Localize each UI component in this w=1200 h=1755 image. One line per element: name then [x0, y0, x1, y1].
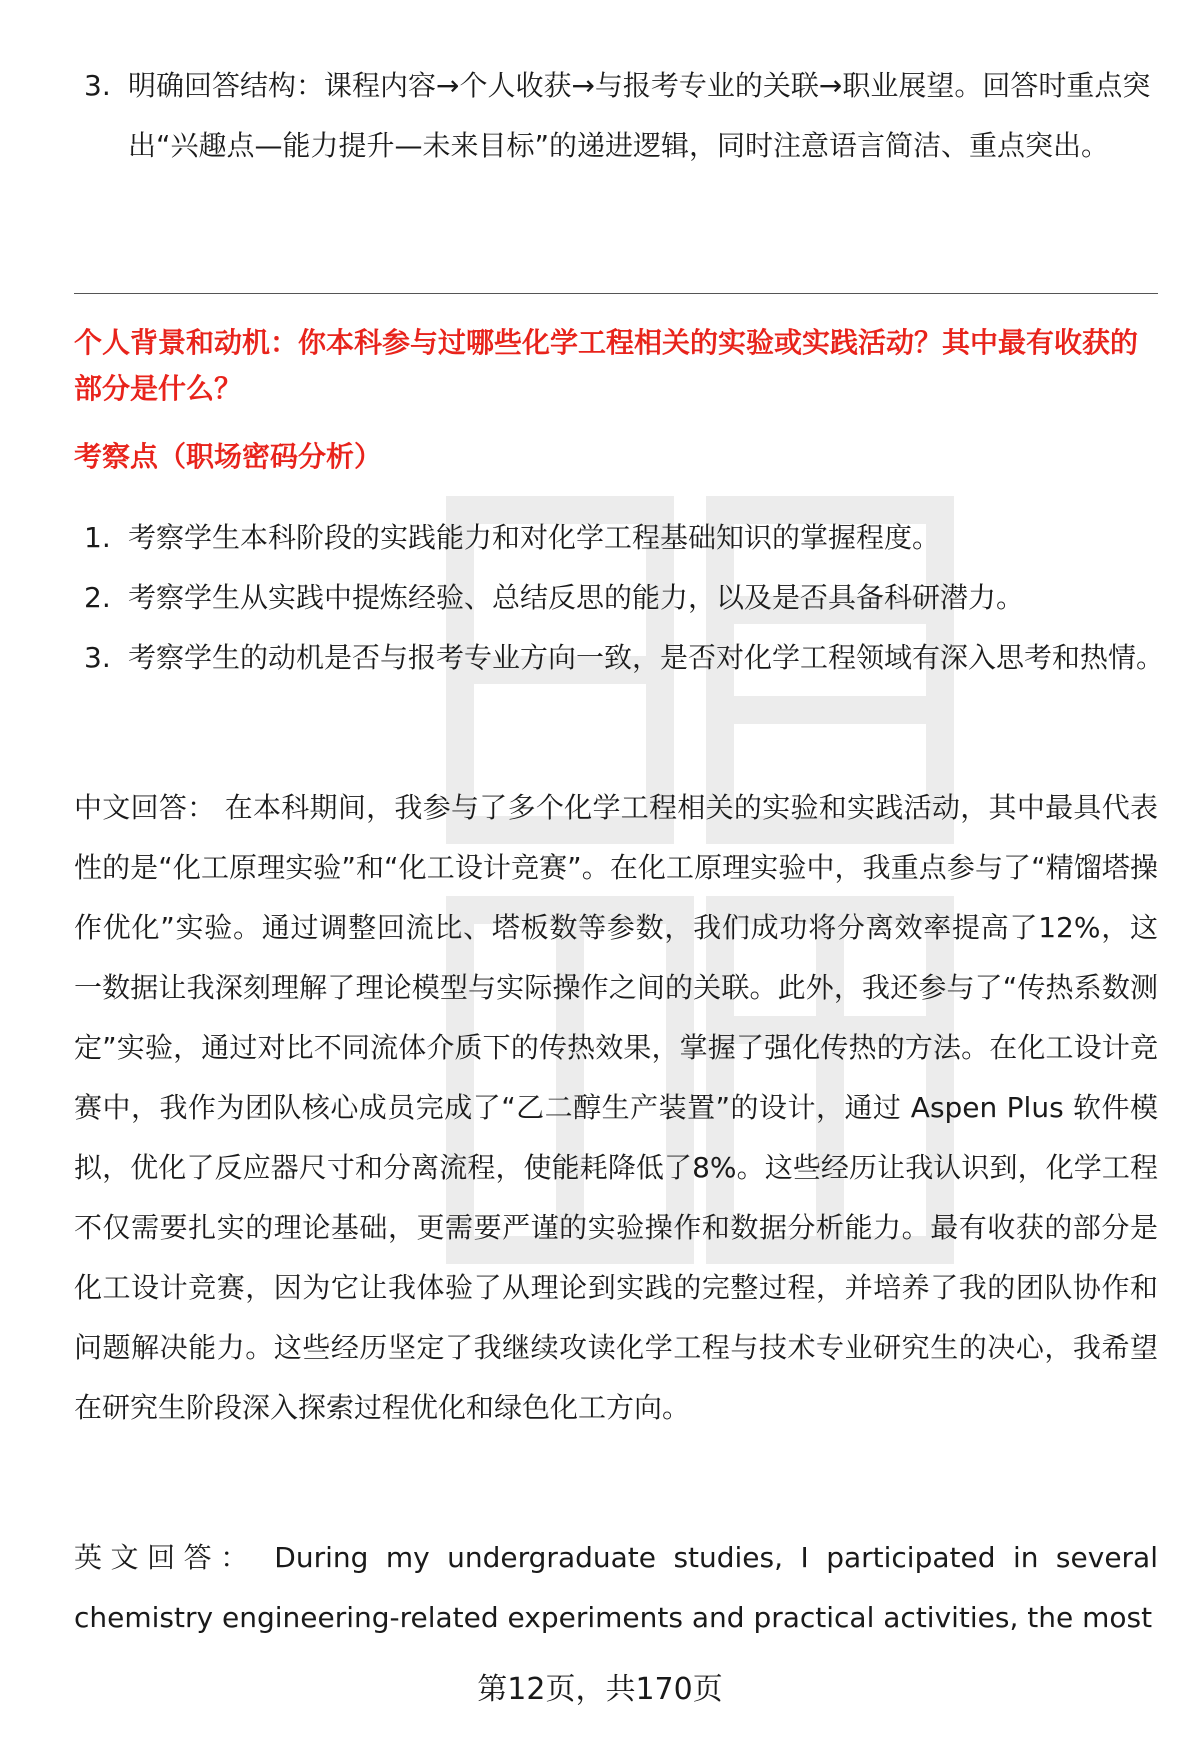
- list-text: 考察学生本科阶段的实践能力和对化学工程基础知识的掌握程度。: [128, 521, 941, 554]
- chinese-answer: [74, 778, 1158, 1438]
- english-answer: [74, 1528, 1158, 1648]
- list-text: 考察学生的动机是否与报考专业方向一致，是否对化学工程领域有深入思考和热情。: [128, 641, 1165, 674]
- assessment-point-2: [84, 568, 1164, 628]
- chinese-answer-label: 中文回答：: [74, 791, 216, 824]
- list-number: 2.: [84, 581, 111, 614]
- chinese-answer-text: 在本科期间，我参与了多个化学工程相关的实验和实践活动，其中最具代表性的是“化工原理实验”和“化工设计竞赛”。在化工原理实验中，我重点参与了“精馏塔操作优化”实验。通过调整回流比、塔板数等参数，我们成功将分离效率提高了12%，这一数据让我深刻理解了理论模型与实际操作之间的关联。此外，我还参与了“传热系数测定”实验，通过对比不同流体介质下的传热效果，掌握了强化传热的方法。在化工设计竞赛中，我作为团队核心成员完成了“乙二醇生产装置”的设计，通过 Aspen Plus 软件模拟，优化了反应器尺寸和分离流程，使能耗降低了8%。这些经历让我认识到，化学工程不仅需要扎实的理论基础，更需要严谨的实验操作和数据分析能力。最有收获的部分是化工设计竞赛，因为它让我体验了从理论到实践的完整过程，并培养了我的团队协作和问题解决能力。这些经历坚定了我继续攻读化学工程与技术专业研究生的决心，我希望在研究生阶段深入探索过程优化和绿色化工方向。: [74, 791, 1158, 1424]
- answer-tip-item-3: [84, 56, 1164, 176]
- list-number: 3.: [84, 69, 111, 102]
- page-number: 第12页，共170页: [477, 1672, 723, 1707]
- section-divider: [74, 293, 1158, 294]
- assessment-point-3: [84, 628, 1164, 688]
- question-heading: 个人背景和动机：你本科参与过哪些化学工程相关的实验或实践活动？其中最有收获的部分是什么？: [74, 326, 1139, 405]
- list-text: 明确回答结构：课程内容→个人收获→与报考专业的关联→职业展望。回答时重点突出“兴趣点—能力提升—未来目标”的递进逻辑，同时注意语言简洁、重点突出。: [128, 69, 1151, 162]
- assessment-point-1: [84, 508, 1164, 568]
- list-number: 1.: [84, 521, 111, 554]
- english-answer-text: During my undergraduate studies, I participated in several chemistry engineering-related experiments and practical activities, the most: [74, 1541, 1158, 1634]
- list-number: 3.: [84, 641, 111, 674]
- english-answer-label: 英文回答：: [74, 1541, 257, 1574]
- list-text: 考察学生从实践中提炼经验、总结反思的能力，以及是否具备科研潜力。: [128, 581, 1025, 614]
- assessment-points-heading: 考察点（职场密码分析）: [74, 440, 383, 473]
